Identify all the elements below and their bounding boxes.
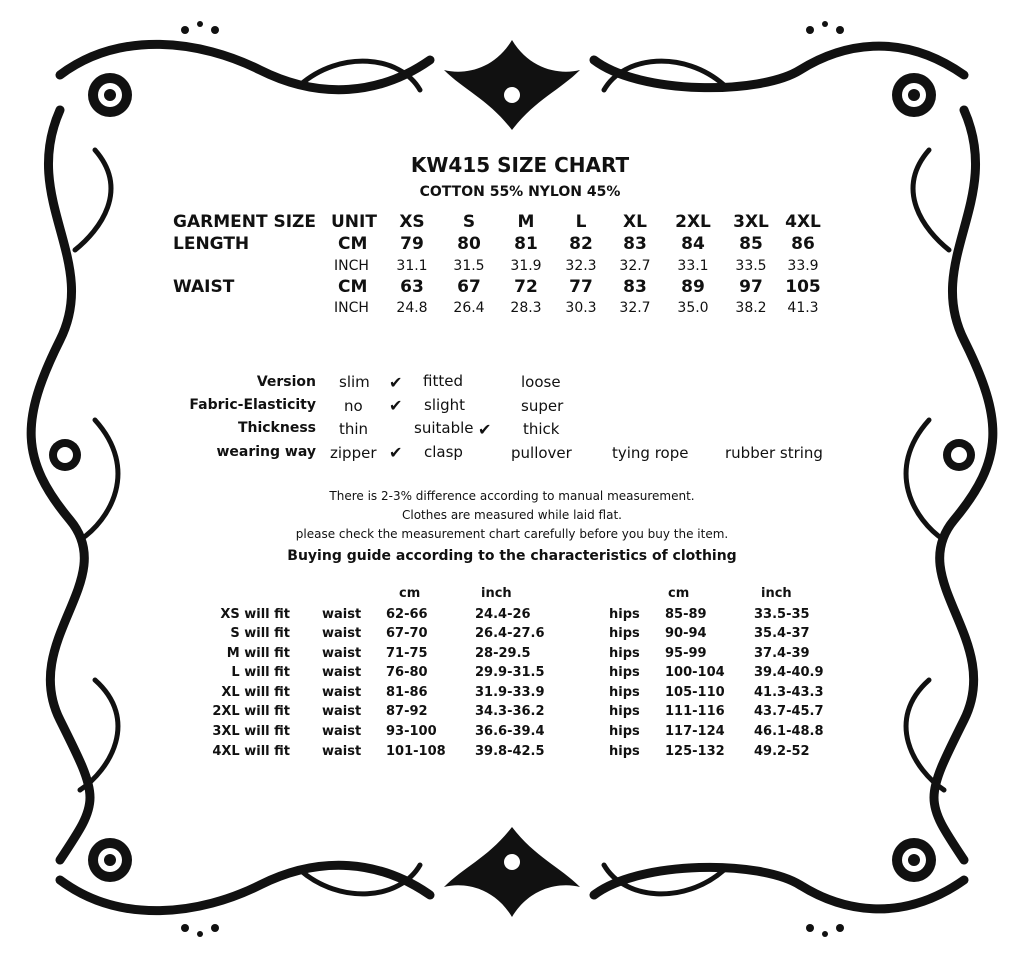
length-inch-value: 33.5 <box>735 258 767 274</box>
waist-inch-range: 29.9-31.5 <box>475 665 545 680</box>
hips-inch-range: 49.2-52 <box>754 744 810 759</box>
hips-cm-range: 95-99 <box>665 646 707 661</box>
waist-inch-value: 35.0 <box>677 300 709 316</box>
hips-inch-header: inch <box>761 586 792 601</box>
fit-label: XL will fit <box>221 685 290 700</box>
waist-inch-range: 34.3-36.2 <box>475 704 545 719</box>
waist-inch-value: 26.4 <box>453 300 485 316</box>
unit-cm: CM <box>338 277 368 297</box>
hips-inch-range: 41.3-43.3 <box>754 685 824 700</box>
check-icon: ✔ <box>389 396 403 415</box>
note-line: please check the measurement chart carefully before you buy the item. <box>295 527 729 541</box>
size-header-m: M <box>517 212 535 232</box>
length-cm-value: 83 <box>623 234 647 254</box>
waist-label: waist <box>322 724 362 739</box>
label-fabric-elasticity: Fabric-Elasticity <box>189 397 316 413</box>
waist-cm-value: 83 <box>623 277 647 297</box>
size-header-2xl: 2XL <box>675 212 711 232</box>
fit-label: 2XL will fit <box>212 704 290 719</box>
option-thick: thick <box>523 420 560 438</box>
waist-label: waist <box>322 744 362 759</box>
fit-label: M will fit <box>226 646 290 661</box>
waist-label: waist <box>322 685 362 700</box>
waist-inch-value: 41.3 <box>787 300 819 316</box>
waist-cm-value: 63 <box>400 277 424 297</box>
page-title: KW415 SIZE CHART <box>410 153 630 177</box>
waist-cm-value: 105 <box>785 277 821 297</box>
check-icon: ✔ <box>389 443 403 462</box>
waist-cm-range: 101-108 <box>386 744 446 759</box>
label-wearing-way: wearing way <box>216 444 316 460</box>
hips-label: hips <box>609 724 640 739</box>
hips-label: hips <box>609 646 640 661</box>
length-inch-value: 33.9 <box>787 258 819 274</box>
fit-label: XS will fit <box>220 607 290 622</box>
option-clasp: clasp <box>424 443 463 461</box>
note-line: There is 2-3% difference according to manual measurement. <box>329 489 695 503</box>
waist-inch-value: 30.3 <box>565 300 597 316</box>
option-rubber-string: rubber string <box>725 444 823 462</box>
waist-inch-value: 38.2 <box>735 300 767 316</box>
hips-cm-range: 117-124 <box>665 724 725 739</box>
fit-label: S will fit <box>230 626 290 641</box>
size-header-l: L <box>575 212 587 232</box>
option-fitted: fitted <box>423 372 463 390</box>
waist-cm-value: 77 <box>569 277 593 297</box>
option-no: no <box>344 397 363 415</box>
hips-inch-range: 35.4-37 <box>754 626 810 641</box>
option-suitable: suitable <box>414 419 474 437</box>
hips-label: hips <box>609 704 640 719</box>
option-slim: slim <box>339 373 370 391</box>
option-super: super <box>521 397 564 415</box>
waist-label: waist <box>322 646 362 661</box>
waist-cm-value: 89 <box>681 277 705 297</box>
waist-inch-range: 26.4-27.6 <box>475 626 545 641</box>
length-cm-value: 81 <box>514 234 538 254</box>
waist-cm-value: 67 <box>457 277 481 297</box>
length-cm-value: 86 <box>791 234 815 254</box>
waist-cm-range: 87-92 <box>386 704 428 719</box>
size-header-3xl: 3XL <box>733 212 769 232</box>
waist-cm-range: 67-70 <box>386 626 428 641</box>
hips-inch-range: 43.7-45.7 <box>754 704 824 719</box>
waist-cm-header: cm <box>399 586 421 601</box>
fit-label: 3XL will fit <box>212 724 290 739</box>
size-header-4xl: 4XL <box>785 212 821 232</box>
fit-label: L will fit <box>231 665 290 680</box>
hips-cm-range: 125-132 <box>665 744 725 759</box>
size-header-s: S <box>462 212 476 232</box>
note-line: Clothes are measured while laid flat. <box>402 508 622 522</box>
hips-inch-range: 33.5-35 <box>754 607 810 622</box>
option-loose: loose <box>521 373 561 391</box>
waist-label: waist <box>322 626 362 641</box>
waist-inch-range: 31.9-33.9 <box>475 685 545 700</box>
hips-cm-range: 111-116 <box>665 704 725 719</box>
material-composition: COTTON 55% NYLON 45% <box>419 184 621 200</box>
waist-label: waist <box>322 704 362 719</box>
waist-cm-value: 72 <box>514 277 538 297</box>
waist-cm-range: 71-75 <box>386 646 428 661</box>
garment-size-header: GARMENT SIZE <box>173 212 316 232</box>
length-cm-value: 80 <box>457 234 481 254</box>
hips-inch-range: 39.4-40.9 <box>754 665 824 680</box>
row-label-length: LENGTH <box>173 234 250 254</box>
buying-guide-title: Buying guide according to the characteristics of clothing <box>287 548 737 564</box>
waist-inch-value: 24.8 <box>396 300 428 316</box>
length-inch-value: 31.1 <box>396 258 428 274</box>
waist-cm-value: 97 <box>739 277 763 297</box>
hips-label: hips <box>609 685 640 700</box>
label-version: Version <box>256 374 316 390</box>
waist-label: waist <box>322 665 362 680</box>
length-cm-value: 84 <box>681 234 705 254</box>
hips-label: hips <box>609 607 640 622</box>
size-header-xl: XL <box>623 212 647 232</box>
length-inch-value: 31.9 <box>510 258 542 274</box>
option-zipper: zipper <box>330 444 377 462</box>
hips-cm-range: 90-94 <box>665 626 707 641</box>
hips-inch-range: 37.4-39 <box>754 646 810 661</box>
length-cm-value: 82 <box>569 234 593 254</box>
row-label-waist: WAIST <box>173 277 235 297</box>
option-thin: thin <box>339 420 369 438</box>
option-pullover: pullover <box>511 444 572 462</box>
check-icon: ✔ <box>478 420 492 439</box>
length-inch-value: 31.5 <box>453 258 485 274</box>
unit-header: UNIT <box>331 212 377 232</box>
length-inch-value: 32.7 <box>619 258 651 274</box>
label-thickness: Thickness <box>237 420 316 436</box>
waist-cm-range: 76-80 <box>386 665 428 680</box>
hips-cm-range: 85-89 <box>665 607 707 622</box>
waist-inch-range: 39.8-42.5 <box>475 744 545 759</box>
length-inch-value: 32.3 <box>565 258 597 274</box>
hips-label: hips <box>609 626 640 641</box>
waist-cm-range: 62-66 <box>386 607 428 622</box>
check-icon: ✔ <box>389 373 403 392</box>
option-slight: slight <box>424 396 466 414</box>
hips-inch-range: 46.1-48.8 <box>754 724 824 739</box>
hips-cm-range: 105-110 <box>665 685 725 700</box>
length-cm-value: 85 <box>739 234 763 254</box>
size-header-xs: XS <box>399 212 425 232</box>
hips-label: hips <box>609 744 640 759</box>
waist-cm-range: 93-100 <box>386 724 437 739</box>
length-cm-value: 79 <box>400 234 424 254</box>
waist-label: waist <box>322 607 362 622</box>
unit-cm: CM <box>338 234 368 254</box>
waist-cm-range: 81-86 <box>386 685 428 700</box>
waist-inch-value: 28.3 <box>510 300 542 316</box>
waist-inch-range: 28-29.5 <box>475 646 531 661</box>
waist-inch-range: 36.6-39.4 <box>475 724 545 739</box>
hips-cm-header: cm <box>668 586 690 601</box>
unit-inch: INCH <box>334 300 369 316</box>
fit-label: 4XL will fit <box>212 744 290 759</box>
unit-inch: INCH <box>334 258 369 274</box>
waist-inch-header: inch <box>481 586 512 601</box>
hips-cm-range: 100-104 <box>665 665 725 680</box>
option-tying-rope: tying rope <box>612 444 689 462</box>
length-inch-value: 33.1 <box>677 258 709 274</box>
hips-label: hips <box>609 665 640 680</box>
waist-inch-value: 32.7 <box>619 300 651 316</box>
waist-inch-range: 24.4-26 <box>475 607 531 622</box>
